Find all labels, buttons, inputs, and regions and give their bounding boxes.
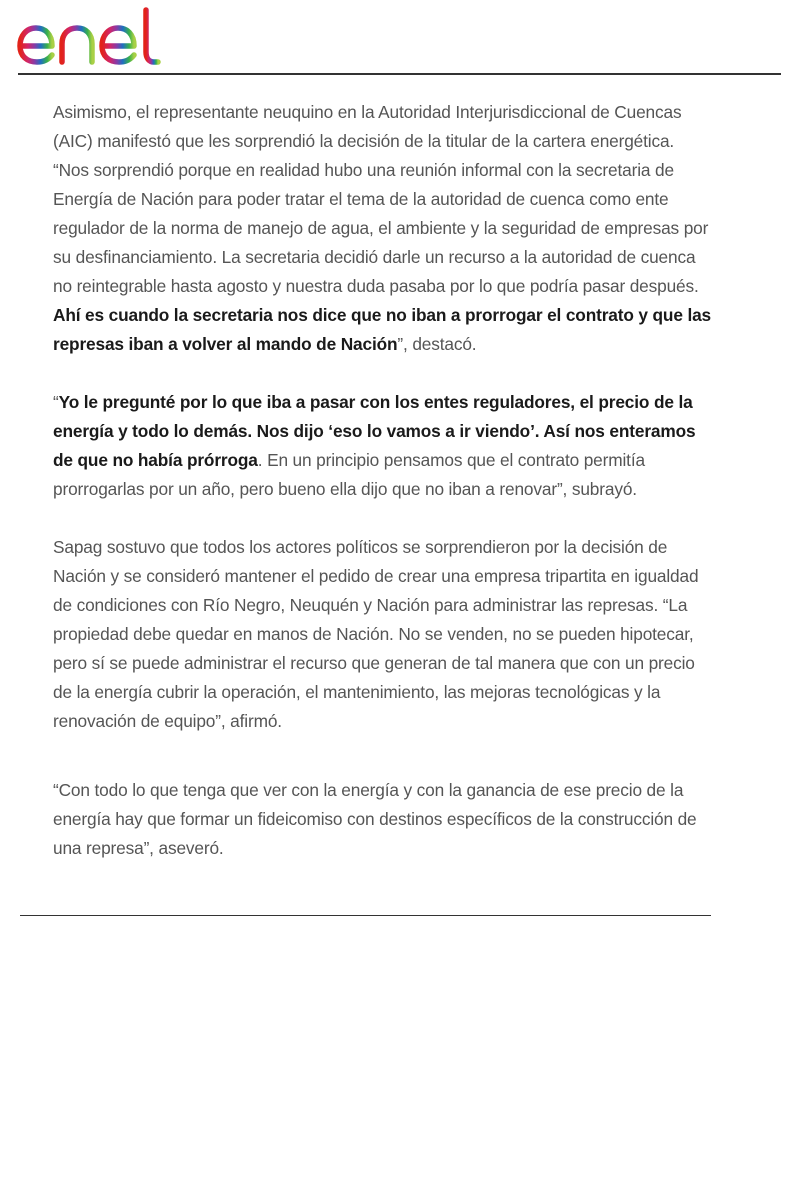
- article-body: [53, 98, 713, 863]
- paragraph-3: [53, 533, 713, 736]
- paragraph-1: [53, 98, 713, 359]
- paragraph-4: [53, 776, 713, 863]
- paragraph-1-tail: ”, destacó.: [397, 334, 477, 354]
- enel-logo-mark: [14, 4, 184, 70]
- paragraph-1-bold: Ahí es cuando la secretaria nos dice que no iban a prorrogar el contrato y que las represas iban a volver al mando de Nación: [53, 305, 712, 354]
- enel-logo[interactable]: [14, 4, 184, 70]
- header-divider: [18, 73, 781, 75]
- paragraph-3-text: Sapag sostuvo que todos los actores políticos se sorprendieron por la decisión de Nación y se consideró mantener el pedido de crear una empresa tripartita en igualdad de condiciones con Río Negro, Neuquén y Nación para administrar las represas. “La propiedad debe quedar en manos de Nación. No se venden, no se pueden hipotecar, pero sí se puede administrar el recurso que generan de tal manera que con un precio de la energía cubrir la operación, el mantenimiento, las mejoras tecnológicas y la renovación de equipo”, afirmó.: [53, 537, 699, 731]
- paragraph-2: [53, 388, 713, 504]
- paragraph-2-lead: “: [53, 392, 59, 412]
- paragraph-2-bold: Yo le pregunté por lo que iba a pasar con los entes reguladores, el precio de la energía y todo lo demás. Nos dijo ‘eso lo vamos a ir viendo’. Así nos enteramos de que no había prórroga: [53, 392, 696, 470]
- footer-divider: [20, 915, 711, 916]
- paragraph-1-text: Asimismo, el representante neuquino en la Autoridad Interjurisdiccional de Cuencas (AIC) manifestó que les sorprendió la decisión de la titular de la cartera energética. “Nos sorprendió porque en realidad hubo una reunión informal con la secretaria de Energía de Nación para poder tratar el tema de la autoridad de cuenca como ente regulador de la norma de manejo de agua, el ambiente y la seguridad de empresas por su desfinanciamiento. La secretaria decidió darle un recurso a la autoridad de cuenca no reintegrable hasta agosto y nuestra duda pasaba por lo que podría pasar después.: [53, 102, 709, 296]
- paragraph-2-tail: . En un principio pensamos que el contrato permitía prorrogarlas por un año, pero bueno ella dijo que no iban a renovar”, subrayó.: [53, 450, 645, 499]
- paragraph-4-text: “Con todo lo que tenga que ver con la energía y con la ganancia de ese precio de la energía hay que formar un fideicomiso con destinos específicos de la construcción de una represa”, aseveró.: [53, 780, 697, 858]
